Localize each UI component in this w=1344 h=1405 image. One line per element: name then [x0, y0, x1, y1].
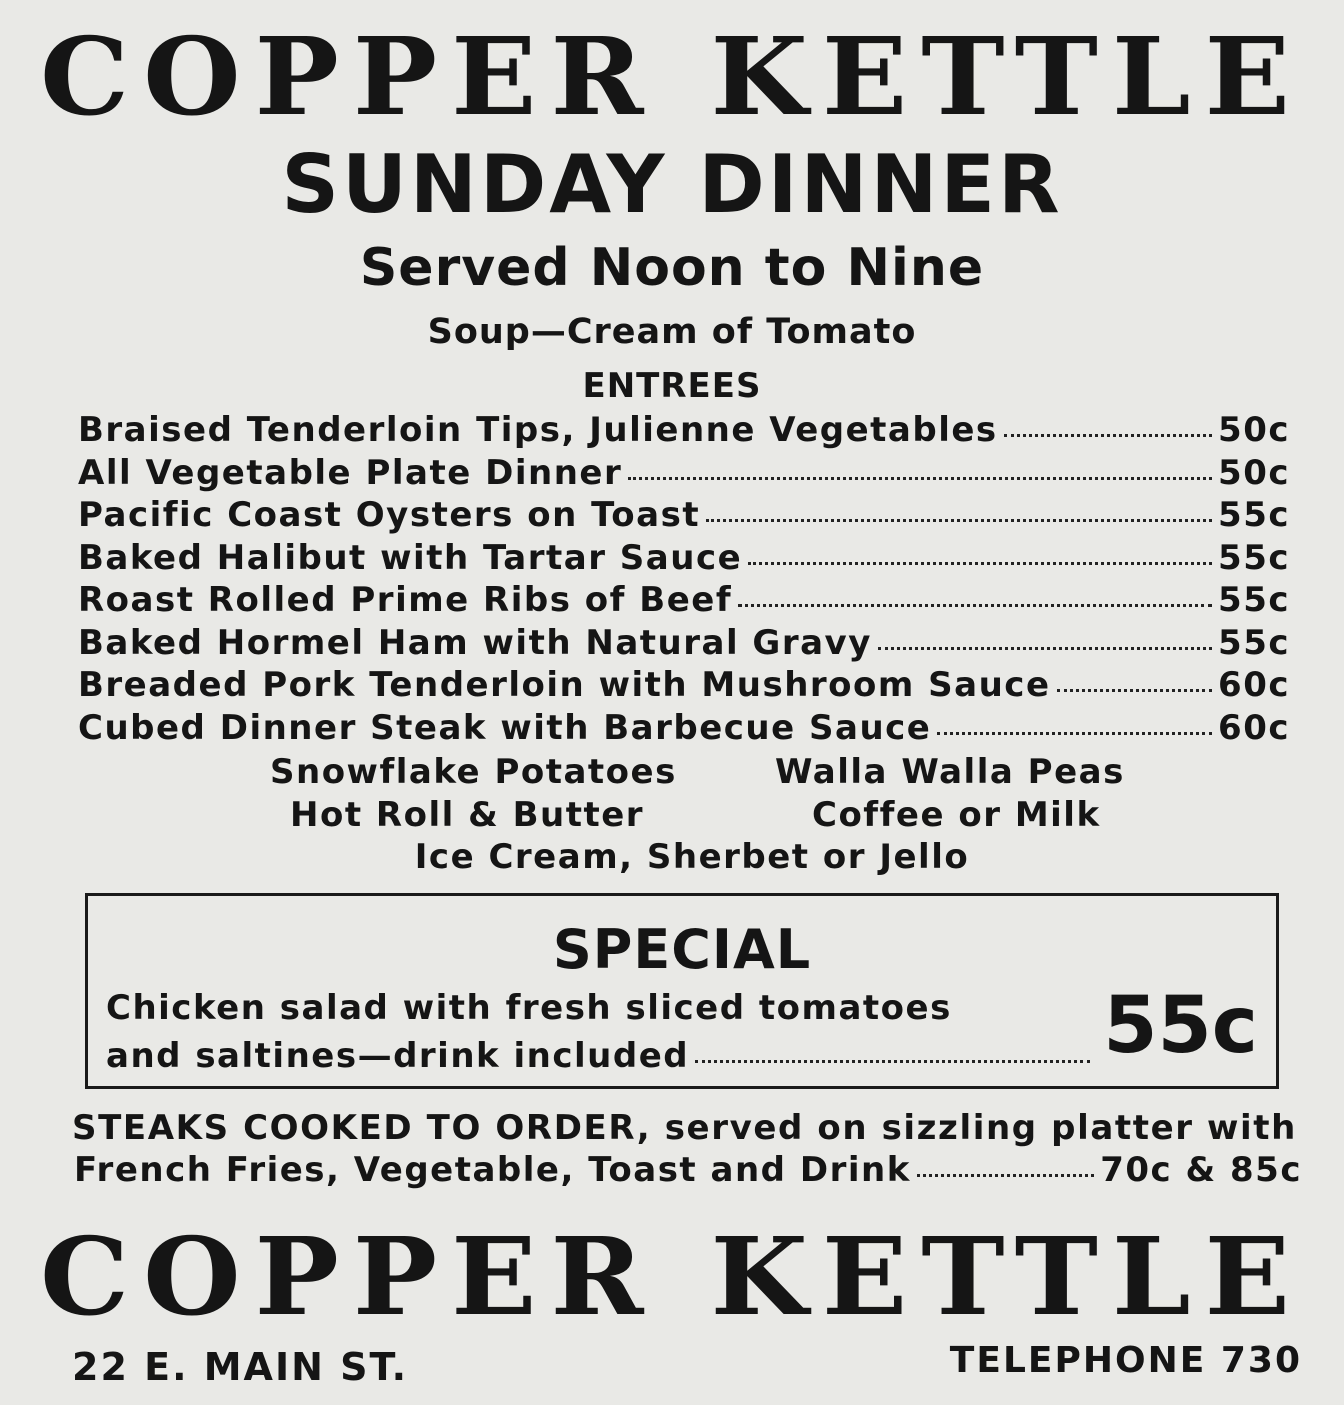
entree-row [78, 453, 1290, 493]
entree-row [78, 580, 1290, 620]
side-item: Hot Roll & Butter [290, 795, 645, 835]
entree-row [78, 538, 1290, 578]
special-line-2-text: and saltines—drink included [106, 1036, 690, 1076]
dessert: Ice Cream, Sherbet or Jello [414, 837, 970, 877]
steaks-line-1: STEAKS COOKED TO ORDER, served on sizzling platter with [72, 1108, 1297, 1148]
special-heading: SPECIAL [552, 918, 812, 981]
entree-name: Braised Tenderloin Tips, Julienne Vegetables [78, 410, 998, 450]
dot-leader [917, 1174, 1094, 1177]
dot-leader [738, 604, 1212, 607]
entree-row [78, 665, 1290, 705]
dot-leader [695, 1060, 1090, 1063]
entree-row [78, 623, 1290, 663]
entree-price: 50c [1218, 410, 1290, 450]
entree-name: Baked Halibut with Tartar Sauce [78, 537, 743, 578]
entree-name: Pacific Coast Oysters on Toast [78, 495, 701, 535]
entree-row [78, 410, 1290, 450]
dot-leader [706, 519, 1212, 522]
dot-leader [628, 477, 1212, 480]
steaks-line-2 [74, 1150, 1302, 1190]
dot-leader [878, 647, 1212, 650]
side-item: Coffee or Milk [812, 795, 1101, 835]
logo-top: COPPER KETTLE [39, 15, 1305, 140]
entree-price: 55c [1218, 495, 1290, 535]
side-item: Snowflake Potatoes [270, 752, 677, 792]
entree-price: 55c [1218, 580, 1290, 620]
soup: Soup—Cream of Tomato [427, 312, 917, 352]
special-line-2 [106, 1036, 1096, 1076]
logo-bottom: COPPER KETTLE [39, 1215, 1305, 1340]
entree-price: 60c [1218, 707, 1290, 748]
entree-price: 50c [1218, 452, 1290, 493]
entree-name: Baked Hormel Ham with Natural Gravy [78, 622, 872, 663]
entree-name: All Vegetable Plate Dinner [78, 452, 623, 493]
entree-row [78, 708, 1290, 748]
dot-leader [937, 732, 1212, 735]
dot-leader [1057, 689, 1213, 692]
side-item: Walla Walla Peas [775, 752, 1125, 792]
steaks-price: 70c & 85c [1100, 1150, 1302, 1190]
special-box [85, 893, 1279, 1089]
hours: Served Noon to Nine [359, 238, 985, 298]
entree-price: 60c [1218, 665, 1290, 705]
steaks-text: French Fries, Vegetable, Toast and Drink [74, 1150, 911, 1190]
entrees-heading: ENTREES [582, 366, 762, 406]
entree-price: 55c [1218, 622, 1290, 663]
entree-row [78, 495, 1290, 535]
entree-name: Cubed Dinner Steak with Barbecue Sauce [78, 707, 932, 748]
page-title: SUNDAY DINNER [281, 138, 1063, 231]
entree-price: 55c [1218, 537, 1290, 578]
entree-name: Roast Rolled Prime Ribs of Beef [78, 580, 733, 620]
dot-leader [748, 562, 1212, 565]
entree-name: Breaded Pork Tenderloin with Mushroom Sauce [78, 665, 1051, 705]
dot-leader [1004, 434, 1212, 437]
special-line-1: Chicken salad with fresh sliced tomatoes [106, 988, 952, 1028]
telephone: TELEPHONE 730 [949, 1340, 1302, 1381]
special-price: 55c [1103, 981, 1258, 1071]
address: 22 E. MAIN ST. [72, 1345, 409, 1389]
